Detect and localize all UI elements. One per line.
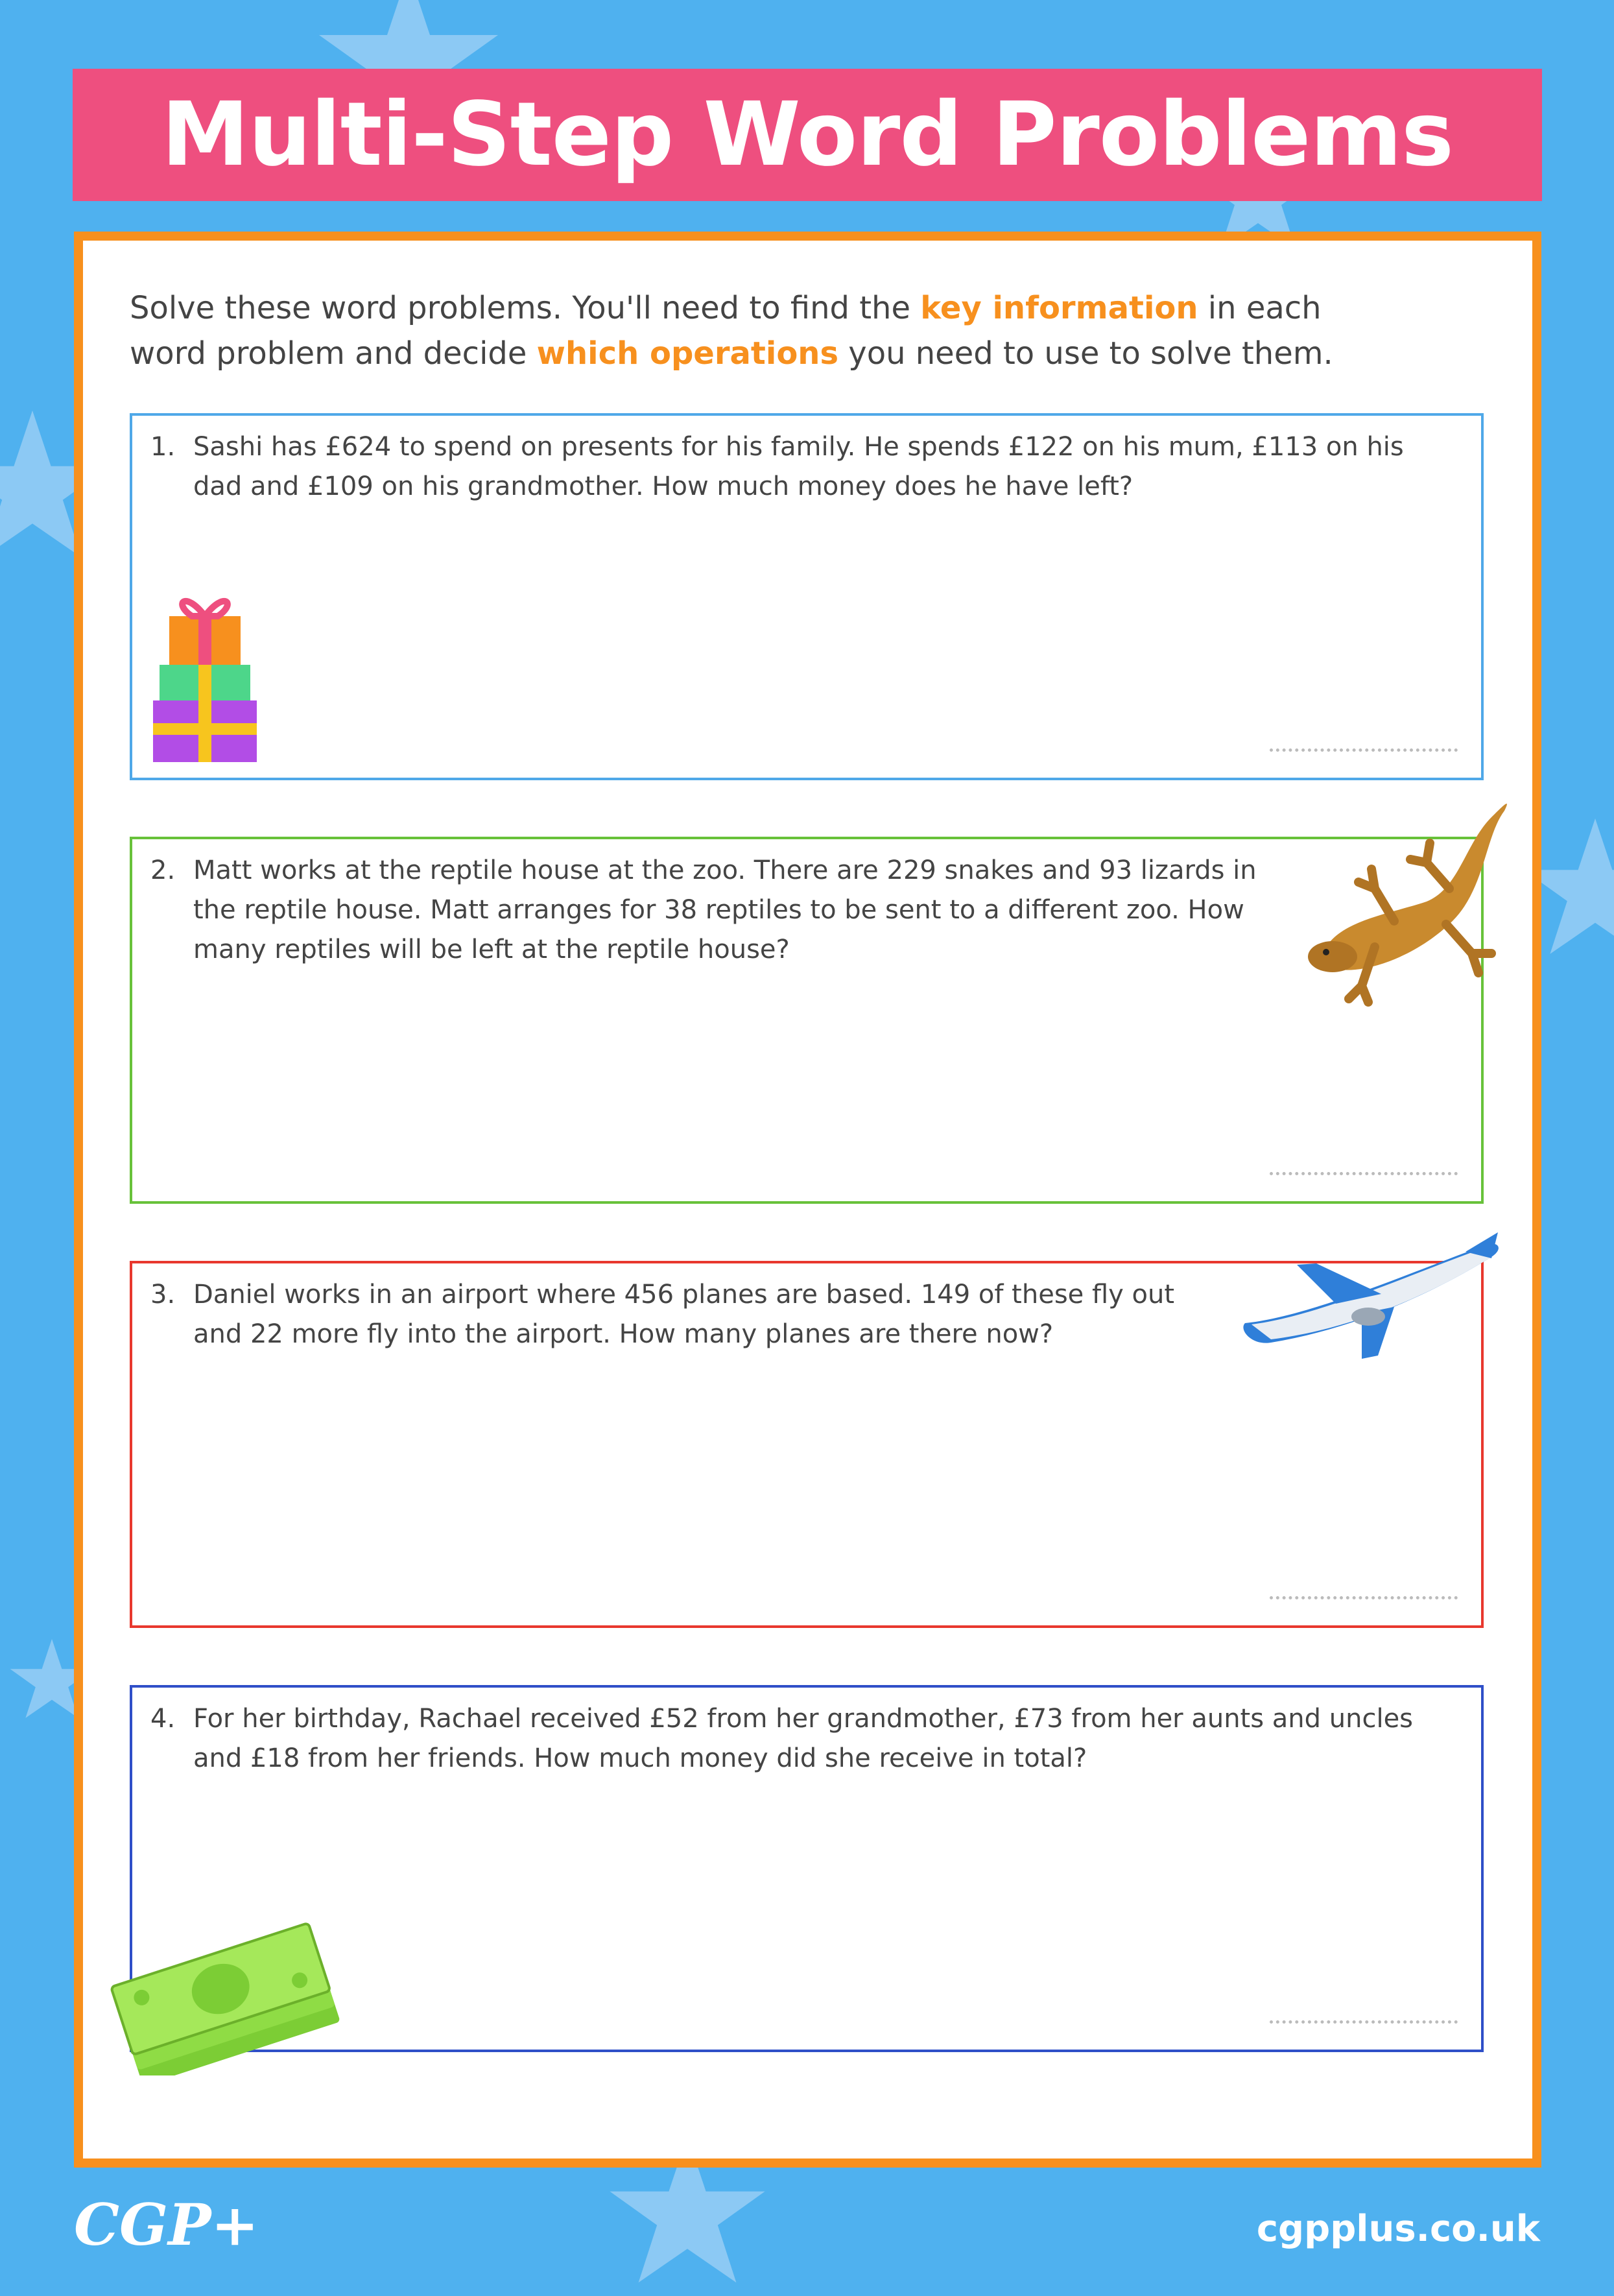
question-1 (150, 427, 1434, 507)
question-box-2[interactable] (130, 837, 1484, 1204)
question-2 (150, 851, 1434, 970)
instructions (130, 285, 1362, 376)
question-box-1[interactable] (130, 413, 1484, 780)
intro-text: Solve these word problems. You'll need to find the (130, 290, 921, 326)
question-number: 1. (150, 432, 176, 462)
gift-stack-icon (147, 564, 263, 765)
question-text: Sashi has £624 to spend on presents for his family. He spends £122 on his mum, £113 on his dad and £109 on his grandmother. How much money does he have left? (193, 432, 1404, 501)
question-number: 4. (150, 1704, 176, 1734)
lizard-icon (1297, 791, 1511, 1025)
page-title: Multi-Step Word Problems (161, 84, 1454, 186)
question-number: 3. (150, 1280, 176, 1309)
question-number: 2. (150, 855, 176, 885)
question-text: Daniel works in an airport where 456 planes are based. 149 of these fly out and 22 more fly into the airport. How many planes are there now? (193, 1280, 1175, 1349)
airplane-icon (1232, 1232, 1504, 1362)
intro-text: you need to use to solve them. (838, 335, 1333, 372)
answer-line[interactable] (1270, 1172, 1458, 1175)
footer-url[interactable]: cgpplus.co.uk (1256, 2208, 1540, 2250)
question-4 (150, 1699, 1434, 1778)
cgp-logo: CGP+ (74, 2191, 259, 2258)
answer-line[interactable] (1270, 2020, 1458, 2024)
question-text: For her birthday, Rachael received £52 from her grandmother, £73 from her aunts and uncles and £18 from her friends. How much money did she receive in total? (193, 1704, 1414, 1773)
answer-line[interactable] (1270, 1596, 1458, 1599)
banknotes-icon (97, 1900, 350, 2075)
intro-text: in each word problem and decide (130, 290, 1322, 372)
which-operations-highlight: which operations (536, 335, 839, 372)
question-text: Matt works at the reptile house at the zoo. There are 229 snakes and 93 lizards in the reptile house. Matt arranges for 38 reptiles to be sent to a different zoo. How many reptiles will be left at the reptile house? (193, 855, 1257, 964)
key-information-highlight: key information (920, 290, 1198, 326)
answer-line[interactable] (1270, 748, 1458, 752)
title-banner (73, 69, 1542, 201)
